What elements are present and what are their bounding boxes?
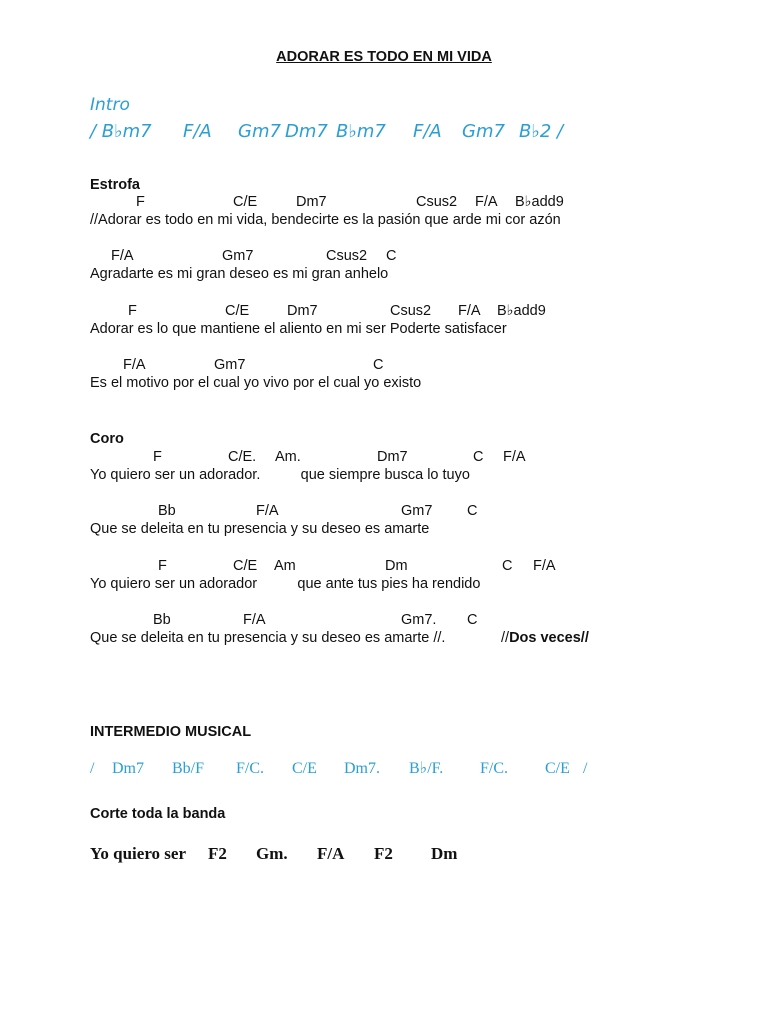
song-title: ADORAR ES TODO EN MI VIDA	[276, 49, 492, 65]
chord: F	[128, 302, 137, 319]
chord: F	[136, 194, 145, 210]
chord: /	[583, 760, 588, 777]
lyric-line: Que se deleita en tu presencia y su deseo es amarte //.	[90, 629, 446, 646]
chord: Gm.	[256, 844, 288, 863]
chord: Gm7	[222, 248, 254, 265]
lyric-line: Que se deleita en tu presencia y su deseo es amarte	[90, 521, 430, 538]
chord: B♭m7	[336, 121, 386, 142]
chord: F	[158, 557, 167, 574]
chord: F/A	[111, 248, 134, 265]
chord: F	[153, 449, 162, 465]
repeat-mark: //	[501, 629, 510, 646]
intermedio-label: INTERMEDIO MUSICAL	[90, 724, 252, 740]
chord: B♭/F.	[409, 760, 444, 777]
chord: Csus2	[416, 194, 458, 210]
chord: Am	[274, 557, 296, 574]
chord: Dm7	[296, 194, 327, 210]
chord: C/E	[292, 760, 317, 777]
chord: C	[467, 611, 478, 628]
chord: Dm	[431, 844, 458, 863]
chord: C/E	[233, 557, 258, 574]
chord: /	[90, 760, 95, 777]
chord: Dm7.	[344, 760, 380, 777]
estrofa-label: Estrofa	[90, 177, 140, 193]
chord: C	[373, 356, 384, 373]
chord: C/E	[233, 194, 258, 210]
chord: F/A	[503, 449, 526, 465]
chord: F2	[208, 844, 227, 863]
chord: Dm7	[285, 121, 328, 142]
chord: B♭add9	[515, 194, 564, 210]
chord: Bb/F	[172, 760, 205, 777]
intro-label: Intro	[90, 95, 130, 115]
repeat-note	[501, 629, 589, 647]
chord: F/A	[475, 194, 498, 210]
chord: Gm7	[462, 121, 505, 142]
lyric-fragment: Yo quiero ser	[90, 844, 187, 863]
chord: C/E	[545, 760, 570, 777]
lyric-line: Es el motivo por el cual yo vivo por el cual yo existo	[90, 374, 422, 391]
lyric-line: Yo quiero ser un adorador. que siempre busca lo tuyo	[90, 467, 470, 483]
chord: Csus2	[390, 302, 432, 319]
chord: F/C.	[480, 760, 509, 777]
chord: C	[473, 449, 484, 465]
chord: Dm7	[112, 760, 144, 777]
repeat-text: Dos veces//	[509, 629, 589, 646]
chord: C	[386, 248, 397, 265]
chord: Bb	[158, 503, 176, 520]
chord: F/A	[256, 503, 279, 520]
chord: Dm	[385, 557, 408, 574]
chord: Bb	[153, 611, 171, 628]
chord: / B♭m7	[90, 121, 152, 142]
chord: F/A	[533, 557, 556, 574]
chord: F/A	[317, 844, 345, 863]
chord: Am.	[275, 449, 301, 465]
chord: C/E	[225, 302, 250, 319]
chord: C/E.	[228, 449, 257, 465]
chord: F/A	[458, 302, 481, 319]
corte-label: Corte toda la banda	[90, 806, 226, 822]
chord: F2	[374, 844, 393, 863]
chord: F/A	[183, 121, 212, 142]
chord: Gm7	[214, 356, 246, 373]
chord: B♭2 /	[519, 121, 564, 142]
lyric-line: //Adorar es todo en mi vida, bendecirte es la pasión que arde mi cor azón	[90, 212, 561, 228]
chord: Gm7	[238, 121, 281, 142]
lyric-line: Yo quiero ser un adorador que ante tus pies ha rendido	[90, 575, 481, 592]
chord: B♭add9	[497, 302, 546, 319]
lyric-line: Agradarte es mi gran deseo es mi gran anhelo	[90, 266, 389, 283]
chord: F/A	[123, 356, 146, 373]
chord: Dm7	[377, 449, 408, 465]
chord: Dm7	[287, 302, 318, 319]
chord: C	[502, 557, 513, 574]
chord: F/A	[243, 611, 266, 628]
coro-label: Coro	[90, 431, 124, 447]
chord: Gm7.	[401, 611, 437, 628]
lyric-line: Adorar es lo que mantiene el aliento en mi ser Poderte satisfacer	[90, 320, 507, 337]
chord: Gm7	[401, 503, 433, 520]
chord: C	[467, 503, 478, 520]
chord: Csus2	[326, 248, 368, 265]
chord: F/A	[413, 121, 442, 142]
chord: F/C.	[236, 760, 265, 777]
